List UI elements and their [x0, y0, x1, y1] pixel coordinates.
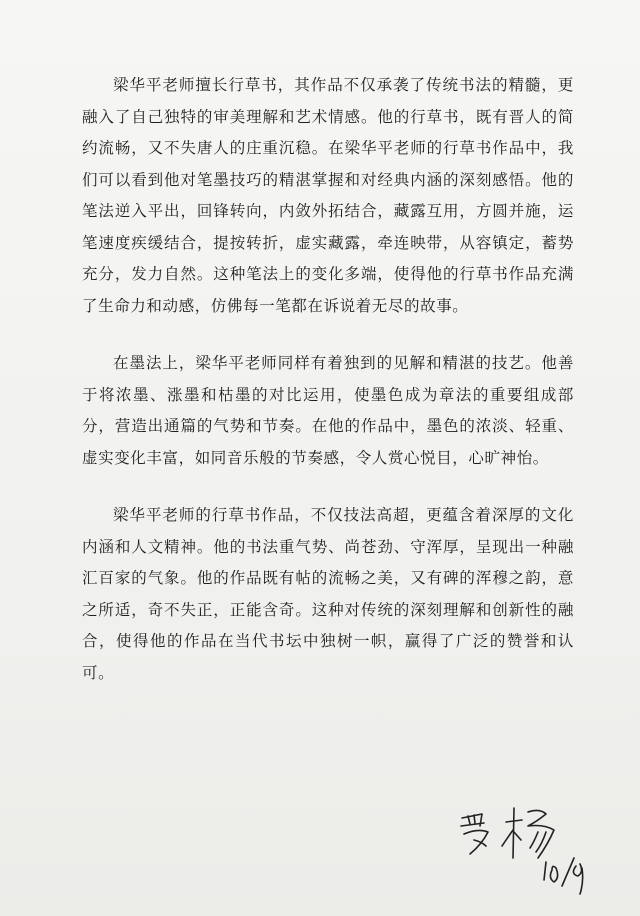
paragraph-1: 梁华平老师擅长行草书，其作品不仅承袭了传统书法的精髓，更融入了自己独特的审美理解和艺术情感。他的行草书，既有晋人的简约流畅，又不失唐人的庄重沉稳。在梁华平老师的行草书作品中，我们可以看到他对笔墨技巧的精湛掌握和对经典内涵的深刻感悟。他的笔法逆入平出，回锋转向，内敛外拓结合，藏露互用，方圆并施，运笔速度疾缓结合，提按转折，虚实藏露，牵连映带，从容镇定，蓄势充分，发力自然。这种笔法上的变化多端，使得他的行草书作品充满了生命力和动感，仿佛每一笔都在诉说着无尽的故事。	[82, 76, 574, 315]
paragraph-2: 在墨法上，梁华平老师同样有着独到的见解和精湛的技艺。他善于将浓墨、涨墨和枯墨的对比运用，使墨色成为章法的重要组成部分，营造出通篇的气势和节奏。在他的作品中，墨色的浓淡、轻重、虚实变化丰富，如同音乐般的节奏感，令人赏心悦目，心旷神怡。	[82, 354, 574, 467]
letter-body	[82, 70, 574, 715]
signature-drawing	[448, 796, 598, 901]
paragraph-3: 梁华平老师的行草书作品，不仅技法高超，更蕴含着深厚的文化内涵和人文精神。他的书法重气势、尚苍劲、守浑厚，呈现出一种融汇百家的气象。他的作品既有帖的流畅之美，又有碑的浑穆之韵，意之所适，奇不失正，正能含奇。这种对传统的深刻理解和创新性的融合，使得他的作品在当代书坛中独树一帜，赢得了广泛的赞誉和认可。	[82, 506, 574, 682]
handwritten-signature	[448, 796, 598, 901]
